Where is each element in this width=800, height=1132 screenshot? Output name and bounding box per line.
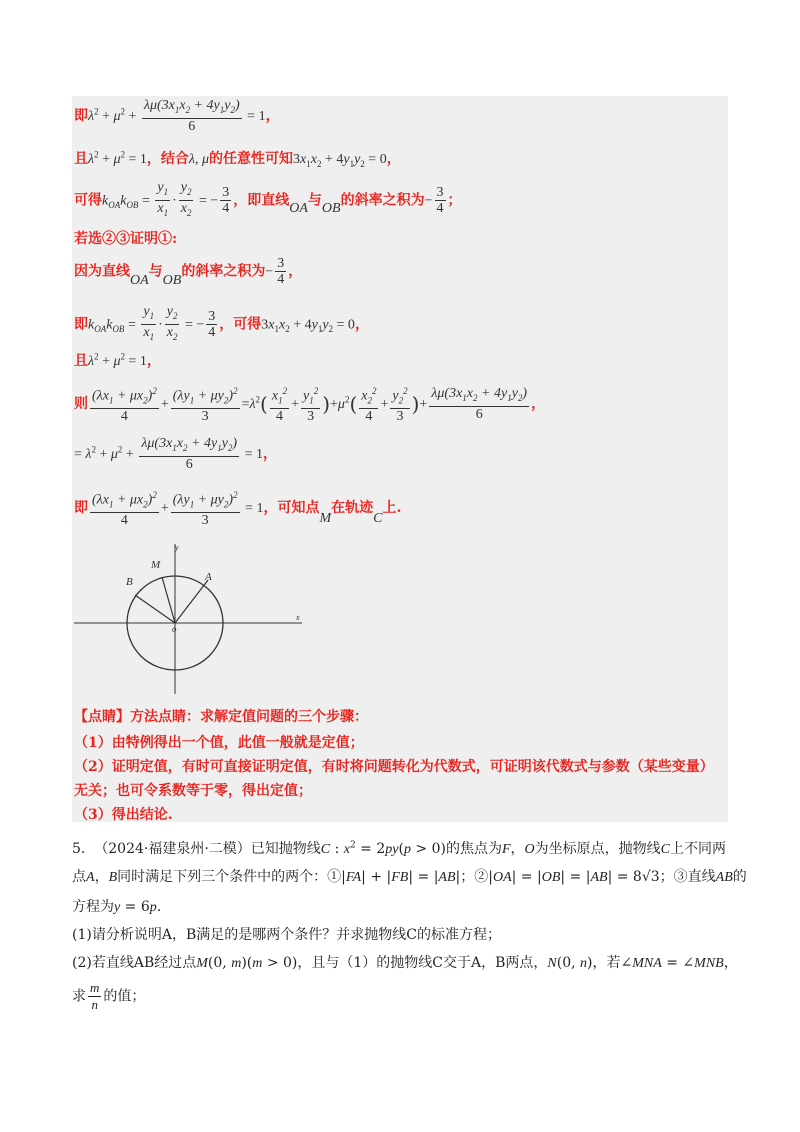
problem-part-2: (2)若直线AB经过点M(0, m)(m > 0)，且与（1）的抛物线C交于A，B两点，N(0, n)，若∠MNA = ∠MNB， — [72, 955, 738, 971]
solution-line-2: 且$\lambda^2 + \mu^2 = 1$，结合λ, μ的任意性可知$3x_1x_2 + 4y_1y_2 = 0$， — [74, 149, 401, 169]
label-m: M — [151, 559, 161, 571]
tip-line-1: 【点睛】方法点睛：求解定值问题的三个步骤： — [74, 709, 368, 725]
tip-line-3: （2）证明定值，有时可直接证明定值，有时将问题转化为代数式，可证明该代数式与参数（某些变量） — [74, 759, 714, 775]
label-b: B — [126, 576, 133, 588]
solution-line-10: 即 $\frac{(\lambda x_1 + \mu x_2)^2}{4}$ + $\frac{(\lambda y_1 + \mu y_2)^2}{3}$ = 1，可知点M在轨迹C上. — [74, 490, 402, 529]
solution-line-5: 因为直线OA与OB的斜率之积为− $\frac{3}{4}$ ， — [74, 256, 303, 288]
problem-source: （2024·福建泉州·二模） — [94, 841, 251, 857]
problem-line-3: 方程为y = 6p. — [72, 899, 162, 915]
problem-line-2: 点A，B同时满足下列三个条件中的两个：①|FA| + |FB| = |AB|；②|OA| = |OB| = |AB| = 8√3；③直线AB的 — [72, 869, 747, 885]
segment-oa — [175, 580, 208, 623]
problem-number: 5. — [72, 841, 86, 857]
solution-line-7: 且$\lambda^2 + \mu^2 = 1$， — [74, 351, 161, 369]
label-y: y — [175, 543, 179, 552]
problem-part-1: (1)请分析说明A，B满足的是哪两个条件？并求抛物线C的标准方程； — [72, 927, 501, 943]
solution-panel — [72, 96, 728, 822]
label-o: o — [172, 624, 177, 634]
label-a: A — [205, 571, 212, 583]
solution-line-1: 即$\lambda^2 + \mu^2$ + $\frac{\lambda\mu(3x_1x_2 + 4y_1y_2)}{6}$ = 1， — [74, 98, 280, 134]
tip-line-4: 无关；也可令系数等于零，得出定值； — [74, 783, 312, 799]
segment-ob — [135, 595, 175, 623]
solution-line-9: = $\lambda^2 + \mu^2$ + $\frac{\lambda\mu(3x_1x_2 + 4y_1y_2)}{6}$ = 1， — [74, 436, 277, 472]
problem-line-last: 求 $\frac{m}{n}$ 的值； — [72, 980, 146, 1012]
solution-line-8: 则 $\frac{(\lambda x_1 + \mu x_2)^2}{4}$ + $\frac{(\lambda y_1 + \mu y_2)^2}{3}$ $=\lambda^2$( $\frac{x_1^2}{4}$ + $\frac{y_1^2}{3}$ )$+\mu^2$( $\frac{x_2^2}{4}$ + $\frac{y_2^2}{3}$ )+ $\frac{\lambda\mu(3x_1x_2 + 4y_1y_2)}{6}$ ， — [74, 386, 546, 425]
ellipse-figure — [72, 540, 312, 700]
solution-heading: 若选②③证明①: — [74, 231, 178, 247]
solution-line-3: 可得$k_{OA}k_{OB}$ = $\frac{y_1}{x_1}$ · $\frac{y_2}{x_2}$ = − $\frac{3}{4}$ ，即直线OA与OB的斜率之积为− $\frac{3}{4}$ ； — [74, 180, 462, 218]
segment-om — [162, 577, 175, 623]
tip-line-5: （3）得出结论. — [74, 807, 173, 823]
solution-line-6: 即$k_{OA}k_{OB}$ = $\frac{y_1}{x_1}$ · $\frac{y_2}{x_2}$ = − $\frac{3}{4}$ ，可得$3x_1x_2 + 4y_1y_2 = 0$， — [74, 304, 369, 342]
label-x: x — [296, 613, 300, 622]
problem-line-1: 5. （2024·福建泉州·二模）已知抛物线C : $x^2 = 2py(p > 0)$的焦点为F，O为坐标原点，抛物线C上不同两 — [72, 840, 726, 857]
tip-line-2: （1）由特例得出一个值，此值一般就是定值； — [74, 735, 364, 751]
